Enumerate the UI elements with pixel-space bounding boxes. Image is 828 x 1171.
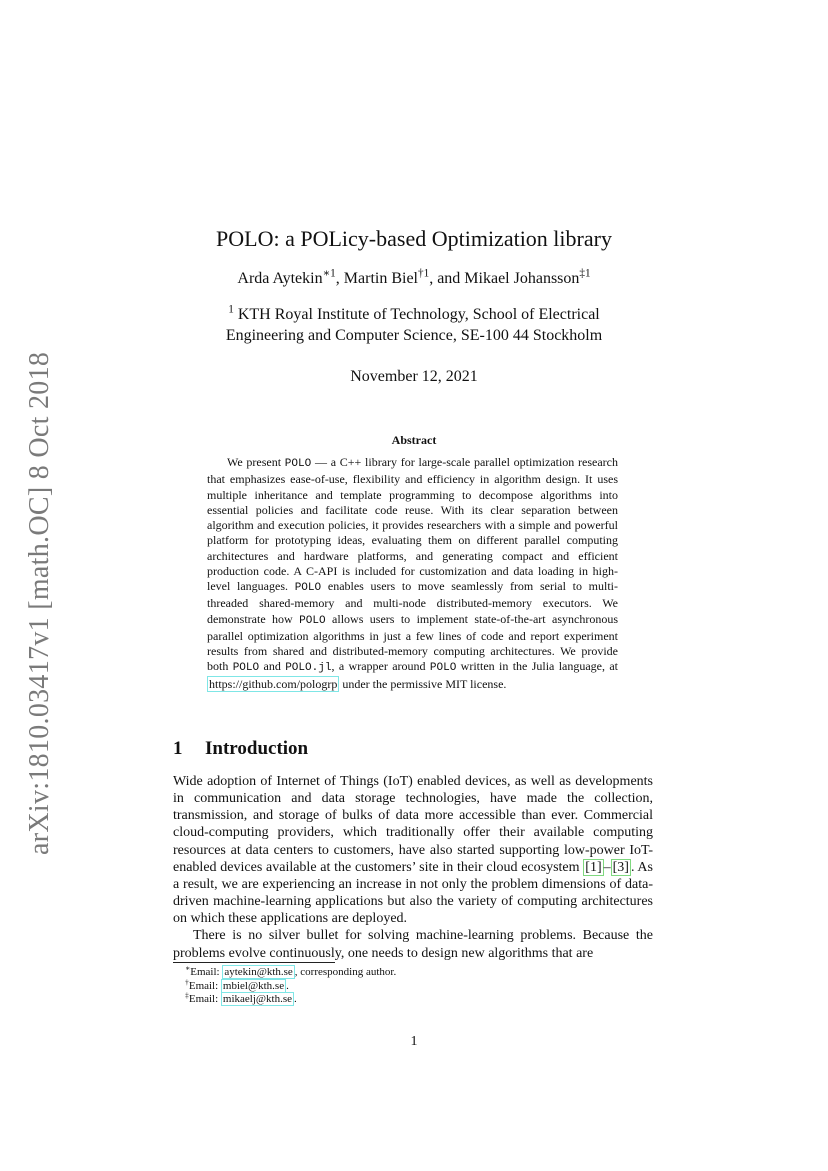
citation-link[interactable]: [3] [612,859,629,875]
section-number: 1 [173,738,183,759]
footnote [185,976,396,994]
abstract-text [207,455,618,692]
github-link[interactable]: https://github.com/pologrp [209,676,338,691]
footnote-mark: ∗ [185,963,191,973]
footnote-prefix: Email: [190,966,223,978]
body-text [173,773,653,962]
affiliation [0,304,828,346]
abstract-segment: written in the Julia language, at [456,659,619,674]
abstract-segment: — a C++ library for large-scale parallel optimization research that emphasizes ease-of-use, flexibility and efficiency in algorithm design. It uses multiple inheritance and template programming to decompose algorithms into essential policies and facilitate code reuse. With its clear separation between algorithm and execution policies, it provides researchers with a simple and powerful platform for prototyping ideas, evaluating them on different parallel computing architectures and hardware platforms, and generating compact and efficient production code. A C-API is included for customization and data loading in high-level languages. [207,455,619,593]
footnote-suffix: . [294,993,297,1005]
paragraph-text: Wide adoption of Internet of Things (IoT) enabled devices, as well as developments in communication and data storage technologies, have made the collection, transmission, and storage of bulks of data more accessible than ever. Commercial cloud-computing providers, which traditionally offer their available computing resources at data centers to customers, have also started supporting low-power IoT-enabled devices available at the customers’ site in their cloud ecosystem [173,774,653,875]
affiliation-line: KTH Royal Institute of Technology, School of Electrical [237,306,600,323]
footnote-mark: † [185,976,189,986]
footnote-prefix: Email: [188,979,221,992]
footnotes [185,963,397,1007]
paragraph [173,773,653,927]
code-name: POLO [284,458,312,470]
author-separator: , [335,270,344,287]
abstract-segment: under the permissive MIT license. [339,676,507,691]
email-link[interactable]: aytekin@kth.se [224,966,293,978]
footnote-prefix: Email: [188,993,221,1005]
code-name: POLO [294,582,322,594]
author-mark: ∗1 [322,267,336,280]
abstract-segment: We present [227,455,285,469]
footnote [185,963,397,980]
arxiv-identifier: arXiv:1810.03417v1 [math.OC] 8 Oct 2018 [24,351,55,855]
footnote-rule [173,962,335,963]
code-name: POLO.jl [285,662,332,675]
affiliation-line: Engineering and Computer Science, SE-100 44 Stockholm [225,327,603,344]
citation-dash: – [603,859,611,875]
paragraph: There is no silver bullet for solving machine-learning problems. Because the problems evolve continuously, one needs to design new algorithms that are [173,928,653,961]
abstract-segment: enables users to move seamlessly from serial to multi-threaded shared-memory and multi-node distributed-memory executors. We demonstrate how [207,579,618,626]
code-name: POLO [232,662,260,675]
abstract-segment: and [259,659,286,674]
author-mark: ‡1 [579,267,591,280]
section-heading [173,738,308,760]
author-separator: , and [429,270,465,287]
footnote-suffix: , corresponding author. [294,966,397,978]
author-name: Arda Aytekin [237,270,323,287]
code-name: POLO [429,662,457,675]
author-mark: †1 [418,267,430,280]
paper-title: POLO: a POLicy-based Optimization library [216,226,612,251]
email-link[interactable]: mikaelj@kth.se [222,993,293,1005]
author-name: Mikael Johansson [464,270,580,287]
section-title: Introduction [205,738,309,759]
affiliation-mark: 1 [228,303,234,316]
code-name: POLO [299,614,326,627]
abstract-segment: , a wrapper around [331,659,430,674]
footnote-suffix: . [286,979,289,992]
abstract-heading: Abstract [391,433,437,447]
citation-link[interactable]: [1] [585,859,602,875]
email-link[interactable]: mbiel@kth.se [222,979,285,992]
author-name: Martin Biel [343,270,418,287]
footnote [185,990,396,1007]
footnote-mark: ‡ [185,990,189,1000]
publication-date: November 12, 2021 [350,368,478,385]
paragraph-text: . As a result, we are experiencing an increase in not only the problem dimensions of data-driven machine-learning applications but also the variety of computing architectures on which these applications are deployed. [173,859,653,927]
author-list [0,267,828,288]
abstract-segment: allows users to implement state-of-the-art asynchronous parallel optimization algorithms in just a few lines of code and report experiment results from shared and distributed-memory computing architectures. We provide both [207,611,619,674]
page-number: 1 [410,1034,418,1049]
